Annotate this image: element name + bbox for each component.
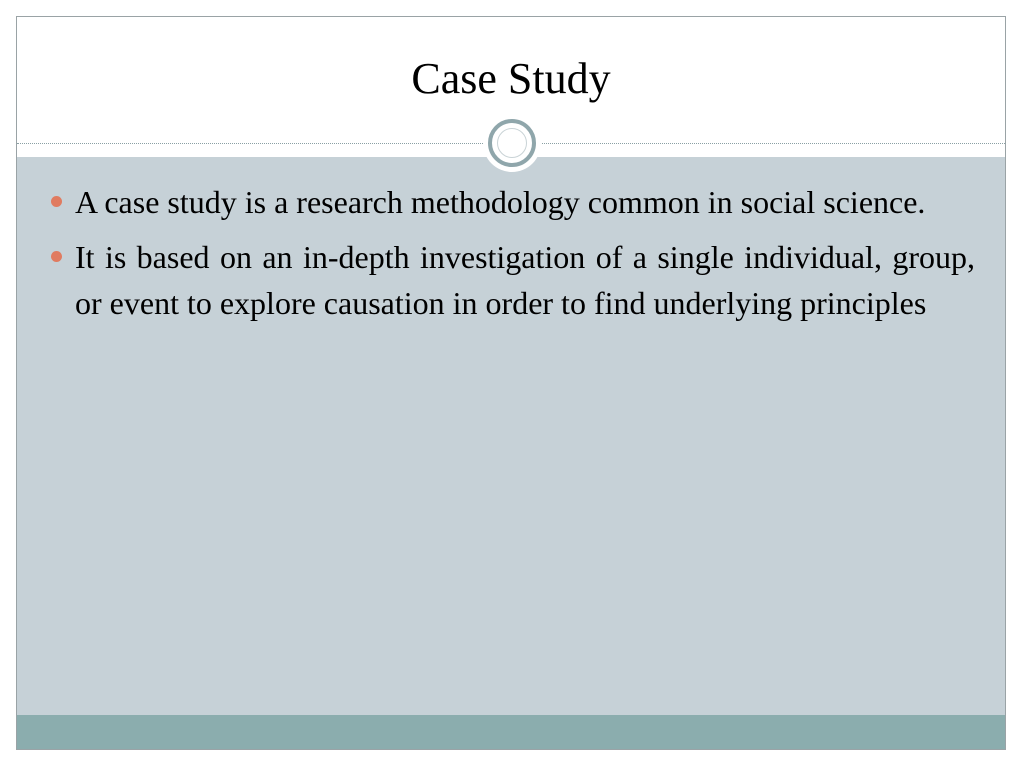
ornament-ring (488, 119, 536, 167)
bullet-dot-icon (51, 251, 62, 262)
bullet-text: It is based on an in-depth investigation of a single individual, group, or event to explore causation in order to find underlying principles (75, 239, 975, 321)
bullet-item (51, 179, 975, 225)
slide-title: Case Study (411, 54, 611, 103)
slide (16, 16, 1006, 750)
footer-band (17, 715, 1005, 749)
bullet-text: A case study is a research methodology common in social science. (75, 184, 926, 220)
ornament-inner-ring (497, 128, 527, 158)
bullet-item (51, 234, 975, 326)
bullet-dot-icon (51, 196, 62, 207)
circle-ornament-icon (483, 114, 541, 172)
bullet-list (51, 179, 975, 335)
